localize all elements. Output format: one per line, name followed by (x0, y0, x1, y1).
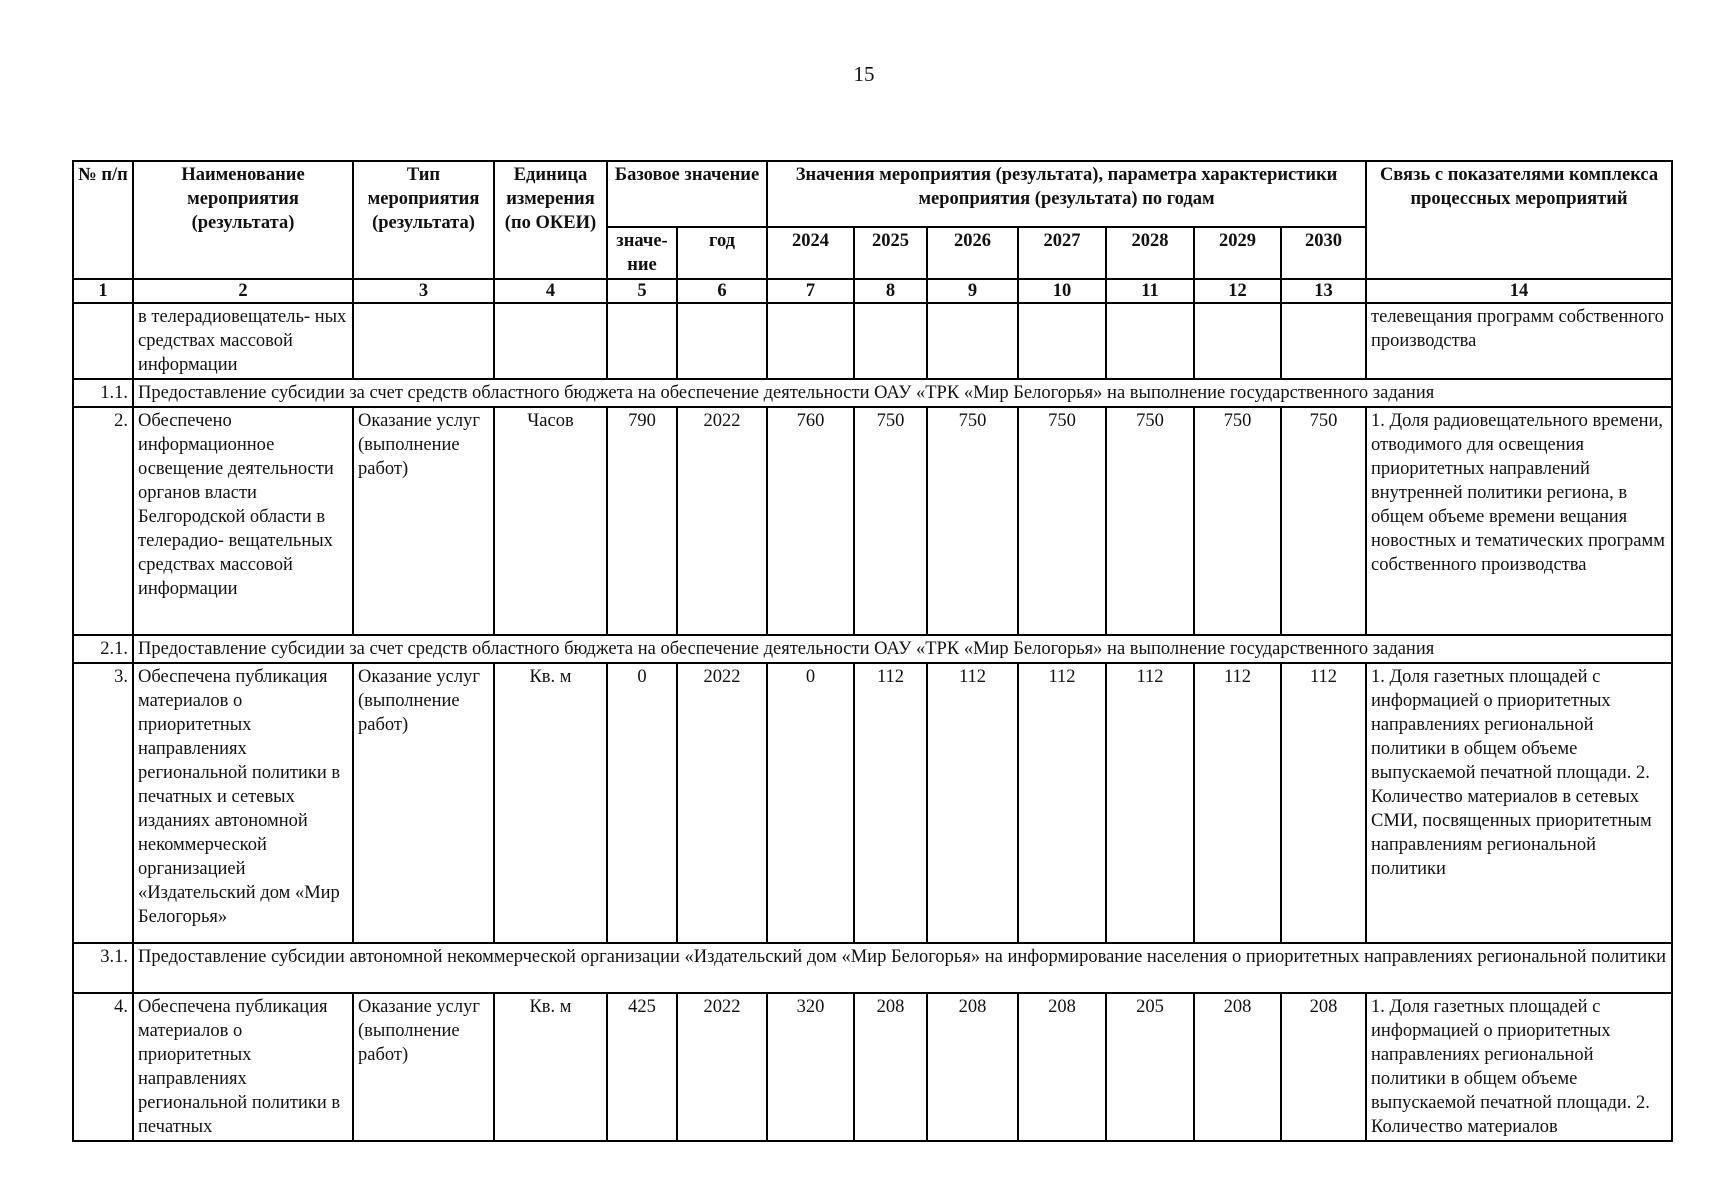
cell-base-year (677, 303, 767, 379)
header-base-value: значе- ние (607, 227, 677, 279)
cell-base-value: 790 (607, 407, 677, 635)
cell-value: 112 (1106, 663, 1194, 943)
cell-value: 760 (767, 407, 854, 635)
table-row (73, 993, 1672, 1141)
section-number: 1.1. (73, 379, 133, 407)
header-type: Тип мероприятия (результата) (353, 161, 494, 279)
header-name: Наименование мероприятия (результата) (133, 161, 353, 279)
section-number: 2.1. (73, 635, 133, 663)
cell-value (1018, 303, 1106, 379)
cell-base-value (607, 303, 677, 379)
cell-value (1106, 303, 1194, 379)
cell-value: 112 (927, 663, 1018, 943)
cell-value (927, 303, 1018, 379)
cell-base-year: 2022 (677, 407, 767, 635)
cell-value: 750 (927, 407, 1018, 635)
cell-value: 750 (1194, 407, 1281, 635)
column-number: 5 (607, 279, 677, 303)
column-number: 14 (1366, 279, 1672, 303)
cell-name: Обеспечена публикация материалов о приоритетных направлениях региональной политики в печатных (133, 993, 353, 1141)
cell-base-year: 2022 (677, 993, 767, 1141)
cell-value: 750 (1106, 407, 1194, 635)
cell-value: 320 (767, 993, 854, 1141)
cell-value: 0 (767, 663, 854, 943)
cell-unit (494, 303, 607, 379)
cell-unit: Кв. м (494, 993, 607, 1141)
cell-no: 2. (73, 407, 133, 635)
section-number: 3.1. (73, 943, 133, 993)
column-number: 10 (1018, 279, 1106, 303)
cell-value: 750 (854, 407, 927, 635)
column-number: 6 (677, 279, 767, 303)
cell-unit: Кв. м (494, 663, 607, 943)
cell-value (1194, 303, 1281, 379)
column-number: 7 (767, 279, 854, 303)
cell-value: 750 (1281, 407, 1366, 635)
header-values: Значения мероприятия (результата), параметра характеристики мероприятия (результата) по годам (767, 161, 1366, 227)
cell-link: телевещания программ собственного производства (1366, 303, 1672, 379)
header-link: Связь с показателями комплекса процессных мероприятий (1366, 161, 1672, 279)
cell-name: Обеспечено информационное освещение деятельности органов власти Белгородской области в телерадио- вещательных средствах массовой информации (133, 407, 353, 635)
section-row (73, 943, 1672, 993)
cell-value: 112 (1194, 663, 1281, 943)
cell-link: 1. Доля газетных площадей с информацией о приоритетных направлениях региональной политики в общем объеме выпускаемой печатной площади. 2. Количество материалов в сетевых СМИ, посвященных приоритетным направлениям региональной политики (1366, 663, 1672, 943)
cell-value: 208 (927, 993, 1018, 1141)
table-row (73, 663, 1672, 943)
header-no: № п/п (73, 161, 133, 279)
cell-link: 1. Доля радиовещательного времени, отводимого для освещения приоритетных направлений внутренней политики региона, в общем объеме времени вещания новостных и тематических программ собственного производства (1366, 407, 1672, 635)
cell-value: 208 (1281, 993, 1366, 1141)
cell-value: 205 (1106, 993, 1194, 1141)
column-number: 9 (927, 279, 1018, 303)
section-text: Предоставление субсидии за счет средств областного бюджета на обеспечение деятельности ОАУ «ТРК «Мир Белогорья» на выполнение государственного задания (133, 379, 1672, 407)
column-number: 4 (494, 279, 607, 303)
section-text: Предоставление субсидии за счет средств областного бюджета на обеспечение деятельности ОАУ «ТРК «Мир Белогорья» на выполнение государственного задания (133, 635, 1672, 663)
header-year: 2024 (767, 227, 854, 279)
cell-base-value: 425 (607, 993, 677, 1141)
header-year: 2028 (1106, 227, 1194, 279)
page-number: 15 (853, 62, 875, 86)
cell-value: 208 (1018, 993, 1106, 1141)
header-year: 2027 (1018, 227, 1106, 279)
header-base-year: год (677, 227, 767, 279)
cell-name: Обеспечена публикация материалов о приоритетных направлениях региональной политики в печатных и сетевых изданиях автономной некоммерческой организацией «Издательский дом «Мир Белогорья» (133, 663, 353, 943)
cell-value (1281, 303, 1366, 379)
cell-type (353, 303, 494, 379)
section-row (73, 379, 1672, 407)
cell-no (73, 303, 133, 379)
column-number: 11 (1106, 279, 1194, 303)
header-year: 2029 (1194, 227, 1281, 279)
table-row (73, 407, 1672, 635)
measures-table (72, 160, 1673, 1142)
cell-unit: Часов (494, 407, 607, 635)
column-number: 13 (1281, 279, 1366, 303)
cell-value: 112 (854, 663, 927, 943)
header-year: 2025 (854, 227, 927, 279)
column-number: 8 (854, 279, 927, 303)
cell-value: 208 (1194, 993, 1281, 1141)
header-base: Базовое значение (607, 161, 767, 227)
cell-type: Оказание услуг (выполнение работ) (353, 407, 494, 635)
cell-value: 112 (1281, 663, 1366, 943)
cell-value (854, 303, 927, 379)
cell-type: Оказание услуг (выполнение работ) (353, 993, 494, 1141)
cell-no: 4. (73, 993, 133, 1141)
column-number: 3 (353, 279, 494, 303)
cell-link: 1. Доля газетных площадей с информацией о приоритетных направлениях региональной политики в общем объеме выпускаемой печатной площади. 2. Количество материалов (1366, 993, 1672, 1141)
header-unit: Единица измерения (по ОКЕИ) (494, 161, 607, 279)
table-row (73, 303, 1672, 379)
cell-base-value: 0 (607, 663, 677, 943)
header-year: 2030 (1281, 227, 1366, 279)
column-number: 1 (73, 279, 133, 303)
cell-value (767, 303, 854, 379)
column-number: 2 (133, 279, 353, 303)
cell-value: 208 (854, 993, 927, 1141)
header-year: 2026 (927, 227, 1018, 279)
cell-no: 3. (73, 663, 133, 943)
column-number: 12 (1194, 279, 1281, 303)
cell-value: 112 (1018, 663, 1106, 943)
section-row (73, 635, 1672, 663)
cell-base-year: 2022 (677, 663, 767, 943)
cell-name: в телерадиовещатель- ных средствах массовой информации (133, 303, 353, 379)
cell-value: 750 (1018, 407, 1106, 635)
cell-type: Оказание услуг (выполнение работ) (353, 663, 494, 943)
section-text: Предоставление субсидии автономной некоммерческой организации «Издательский дом «Мир Белогорья» на информирование населения о приоритетных направлениях региональной политики (133, 943, 1672, 993)
